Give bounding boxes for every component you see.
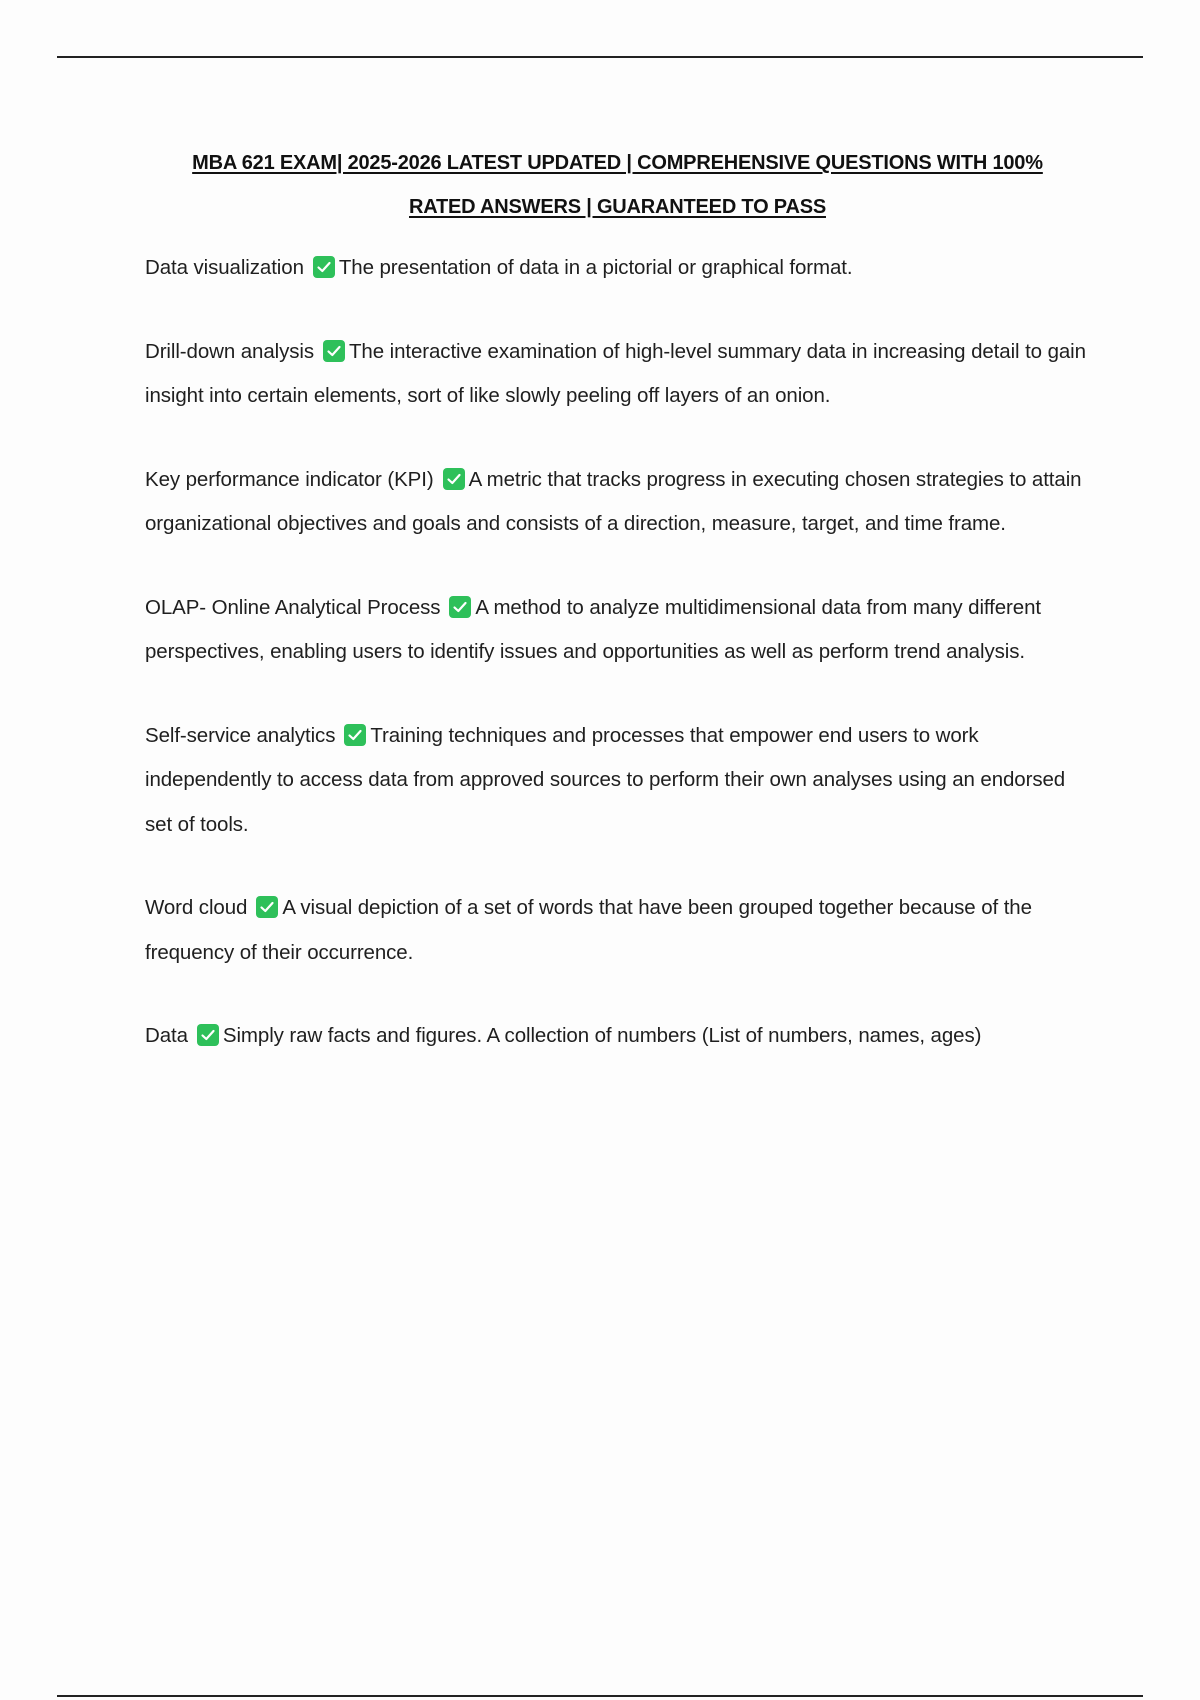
entry-term: Key performance indicator (KPI) <box>145 467 434 491</box>
qa-list <box>145 246 1095 1059</box>
qa-entry <box>145 330 1095 419</box>
entry-definition: A visual depiction of a set of words that have been grouped together because of the frequency of their occurrence. <box>145 896 1032 964</box>
entry-definition: A metric that tracks progress in executing chosen strategies to attain organizational objectives and goals and consists of a direction, measure, target, and time frame. <box>145 467 1082 535</box>
qa-entry <box>145 458 1095 547</box>
check-box-icon <box>344 724 366 746</box>
check-box-icon <box>313 256 335 278</box>
entry-term: Data <box>145 1024 188 1047</box>
qa-entry <box>145 246 1095 291</box>
qa-entry <box>145 586 1095 675</box>
check-box-icon <box>323 340 345 362</box>
check-box-icon <box>449 596 471 618</box>
header-rule <box>57 56 1143 58</box>
qa-entry <box>145 714 1095 848</box>
entry-definition: Simply raw facts and figures. A collection of numbers (List of numbers, names, ages) <box>222 1024 982 1047</box>
check-box-icon <box>443 468 465 490</box>
title-line-1: MBA 621 EXAM| 2025-2026 LATEST UPDATED | COMPREHENSIVE QUESTIONS WITH 100% <box>192 152 1043 174</box>
entry-definition: A method to analyze multidimensional data from many different perspectives, enabling users to identify issues and opportunities as well as perform trend analysis. <box>145 595 1041 663</box>
entry-term: Word cloud <box>145 896 248 919</box>
entry-definition: The presentation of data in a pictorial or graphical format. <box>338 256 853 279</box>
entry-term: Data visualization <box>145 256 304 279</box>
entry-definition: The interactive examination of high-level summary data in increasing detail to gain insight into certain elements, sort of like slowly peeling off layers of an onion. <box>145 339 1086 407</box>
qa-entry <box>145 1014 1095 1059</box>
footer-rule <box>57 1695 1143 1697</box>
document-title <box>100 141 1135 229</box>
qa-entry <box>145 886 1095 975</box>
entry-term: Drill-down analysis <box>145 339 314 363</box>
check-box-icon <box>256 896 278 918</box>
check-box-icon <box>197 1024 219 1046</box>
title-line-2: RATED ANSWERS | GUARANTEED TO PASS <box>409 196 826 218</box>
entry-definition: Training techniques and processes that empower end users to work independently to access data from approved sources to perform their own analyses using an endorsed set of tools. <box>145 723 1066 836</box>
entry-term: OLAP- Online Analytical Process <box>145 595 441 619</box>
entry-term: Self-service analytics <box>145 723 336 747</box>
